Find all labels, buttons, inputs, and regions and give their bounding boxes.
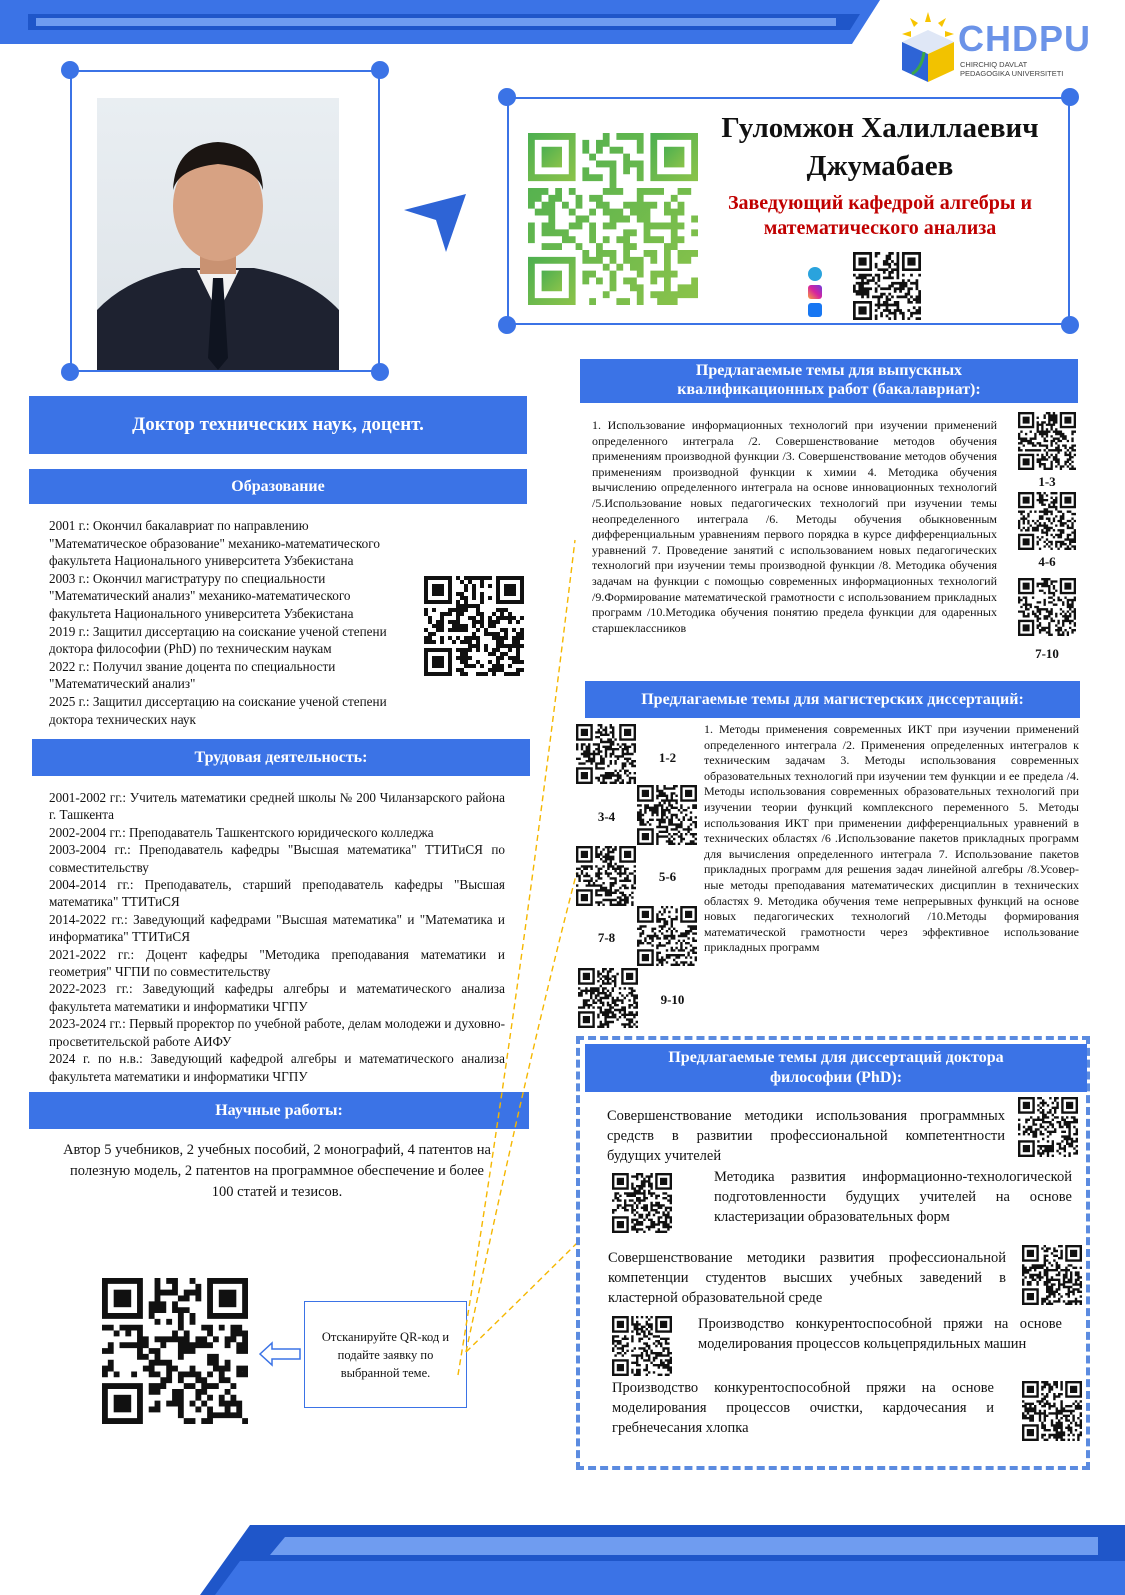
phd-qr-1[interactable] bbox=[1018, 1097, 1078, 1157]
person-name-line1: Гуломжон Халиллаевич bbox=[721, 112, 1039, 144]
education-line: факультета Национального университета Узбекистана bbox=[49, 605, 354, 621]
top-banner-shape bbox=[0, 0, 880, 44]
phd-topic-5: Производство конкурентоспособной пряжи на основе моделирования процессов очистки, кардочесания и гребнечесания хлопка bbox=[612, 1380, 994, 1436]
master-label-7-8: 7-8 bbox=[597, 930, 616, 945]
bachelor-label-1-3: 1-3 bbox=[1038, 474, 1056, 489]
bachelor-qr-1-3[interactable] bbox=[1018, 412, 1076, 470]
bachelor-label-7-10: 7-10 bbox=[1035, 646, 1059, 661]
pointer-arrow-icon bbox=[400, 190, 470, 260]
frame-corner-dot bbox=[371, 61, 389, 79]
bachelor-label-4-6: 4-6 bbox=[1038, 554, 1056, 569]
bachelor-header-line2: квалификационных работ (бакалавриат): bbox=[677, 381, 981, 398]
phd-qr-5[interactable] bbox=[1022, 1381, 1082, 1441]
profile-qr-code[interactable] bbox=[528, 133, 698, 305]
work-item: 2022-2023 гг.: Заведующий кафедры алгебры и математического анализа факультета математики и информатики ЧГПУ bbox=[49, 981, 505, 1014]
master-label-3-4: 3-4 bbox=[597, 809, 616, 824]
qr-pattern bbox=[637, 785, 697, 845]
master-label-9-10: 9-10 bbox=[660, 992, 685, 1007]
qr-pattern bbox=[612, 1316, 672, 1376]
education-line: доктора технических наук bbox=[49, 711, 196, 727]
portrait-photo bbox=[97, 98, 339, 370]
work-item: 2021-2022 гг.: Доцент кафедры "Методика преподавания математики и геометрия" ЧГПИ по совместительству bbox=[49, 946, 505, 980]
work-item: 2001-2002 гг.: Учитель математики средней школы № 200 Чиланзарского района г. Ташкента bbox=[49, 790, 505, 823]
master-qr-7-8[interactable] bbox=[637, 906, 697, 966]
work-item: 2014-2022 гг.: Заведующий кафедрами "Высшая математика" и "Математика и информатика" ТТИТиСЯ bbox=[49, 911, 505, 945]
education-line: доктора философии (PhD) по техническим наукам bbox=[49, 641, 332, 657]
logo-cube-icon bbox=[890, 8, 960, 84]
application-qr-code[interactable] bbox=[102, 1278, 248, 1424]
frame-corner-dot bbox=[498, 316, 516, 334]
phd-qr-3[interactable] bbox=[1022, 1245, 1082, 1305]
qr-pattern bbox=[576, 846, 636, 906]
qr-pattern bbox=[1018, 492, 1076, 550]
work-item: 2002-2004 гг.: Преподаватель Ташкентского юридического колледжа bbox=[49, 824, 434, 840]
bachelor-header-line1: Предлагаемые темы для выпускных bbox=[695, 362, 963, 379]
person-position-line1: Заведующий кафедрой алгебры и bbox=[727, 192, 1033, 214]
work-item: 2024 г. по н.в.: Заведующий кафедрой алгебры и математического анализа факультета математики и информатики ЧГПУ bbox=[49, 1051, 505, 1084]
logo-subtitle-1: CHIRCHIQ DAVLAT bbox=[960, 60, 1028, 69]
frame-corner-dot bbox=[61, 363, 79, 381]
qr-pattern bbox=[1018, 578, 1076, 636]
logo-subtitle-2: PEDAGOGIKA UNIVERSITETI bbox=[960, 69, 1064, 78]
master-topics: 1. Методы применения современных ИКТ при изучении применений определенного интеграла /2. Применения определенных интегралов к техническим задачам 3. Методы использования современных образовательных технологий при изучении тем функции и ее предела /4. Методы использования современных образовательных технологий при изучении теории функций комплексного переменного 5. Методы использования ИКТ при применении дифференциальных уравнений в технических областях /6 .Использование пакетов прикладных программ для вычисления определенного интеграла 7. Использование пакетов прикладных программ для решения задач линейной алгебры /8.Усовер-ные методы преподавания математических дисциплин в технических областях 9. Методика обучения теме непрерывных функций на основе новых педагогических технологий /10.Методы формирования математической грамотности через эффективное использование прикладных программ bbox=[704, 722, 1079, 955]
degree-banner: Доктор технических наук, доцент. bbox=[29, 396, 527, 454]
instagram-icon[interactable] bbox=[808, 285, 822, 299]
work-item: 2023-2024 гг.: Первый проректор по учебной работе, делам молодежи и духовно-просветительской работе АИФУ bbox=[49, 1016, 505, 1049]
scan-note-box bbox=[304, 1301, 467, 1408]
work-header: Трудовая деятельность: bbox=[32, 739, 530, 776]
science-text: Автор 5 учебников, 2 учебных пособий, 2 монографий, 4 патентов на полезную модель, 2 патентов на программное обеспечение и более 100 статей и тезисов. bbox=[63, 1142, 491, 1200]
education-line: "Математический анализ" механико-математического bbox=[49, 588, 351, 604]
facebook-icon[interactable] bbox=[808, 303, 822, 317]
logo-text: CHDPU bbox=[958, 18, 1092, 59]
phd-header-line1: Предлагаемые темы для диссертаций доктора bbox=[668, 1049, 1004, 1066]
scan-note-text: Отсканируйте QR-код и подайте заявку по выбранной теме. bbox=[321, 1329, 450, 1380]
work-item: 2003-2004 гг.: Преподаватель кафедры "Высшая математика" ТТИТиСЯ по совместительству bbox=[49, 842, 505, 875]
qr-pattern bbox=[578, 968, 638, 1028]
portrait-avatar bbox=[97, 98, 339, 370]
qr-pattern bbox=[637, 906, 697, 966]
phd-topic-2: Методика развития информационно-технологической подготовленности будущих учителей на основе кластеризации образовательных форм bbox=[714, 1169, 1072, 1225]
left-arrow-icon bbox=[258, 1341, 302, 1367]
bottom-banner bbox=[0, 1525, 1125, 1595]
person-position-line2: математического анализа bbox=[763, 217, 997, 239]
frame-corner-dot bbox=[1061, 88, 1079, 106]
master-qr-1-2[interactable] bbox=[576, 724, 636, 784]
master-label-5-6: 5-6 bbox=[658, 869, 677, 884]
phd-topic-1: Совершенствование методики использования программных средств в развитии профессиональной компетентности будущих учителей bbox=[607, 1108, 1005, 1164]
qr-pattern bbox=[612, 1173, 672, 1233]
phd-header-line2: философии (PhD): bbox=[769, 1069, 903, 1086]
education-qr-code[interactable] bbox=[424, 576, 524, 676]
phd-header bbox=[585, 1044, 1087, 1092]
bachelor-qr-7-10[interactable] bbox=[1018, 578, 1076, 636]
education-header: Образование bbox=[29, 469, 527, 504]
frame-corner-dot bbox=[61, 61, 79, 79]
frame-corner-dot bbox=[1061, 316, 1079, 334]
phd-qr-2[interactable] bbox=[612, 1173, 672, 1233]
education-line: 2003 г.: Окончил магистратуру по специальности bbox=[49, 570, 326, 586]
education-line: 2001 г.: Окончил бакалавриат по направлению bbox=[49, 518, 309, 533]
qr-pattern bbox=[853, 252, 921, 320]
bachelor-header bbox=[580, 359, 1078, 403]
phd-topic-3: Совершенствование методики развития профессиональной компетенции студентов высших учебных заведений в кластерной образовательной среде bbox=[608, 1250, 1006, 1306]
university-logo bbox=[890, 8, 1100, 90]
qr-pattern bbox=[576, 724, 636, 784]
top-banner bbox=[0, 0, 880, 44]
frame-corner-dot bbox=[498, 88, 516, 106]
person-name-line2: Джумабаев bbox=[806, 150, 954, 182]
master-qr-9-10[interactable] bbox=[578, 968, 638, 1028]
work-item: 2004-2014 гг.: Преподаватель, старший преподаватель кафедры "Высшая математика" ТТИТиСЯ bbox=[49, 877, 505, 910]
work-list bbox=[49, 789, 505, 1085]
qr-pattern bbox=[1018, 412, 1076, 470]
science-header: Научные работы: bbox=[29, 1092, 529, 1129]
education-line: 2025 г.: Защитил диссертацию на соискание ученой степени bbox=[49, 693, 387, 709]
qr-pattern bbox=[1022, 1245, 1082, 1305]
phd-topic-4: Производство конкурентоспособной пряжи на основе моделирования процессов кольцепрядильных машин bbox=[698, 1316, 1062, 1352]
bachelor-qr-4-6[interactable] bbox=[1018, 492, 1076, 550]
education-line: факультета Национального университета Узбекистана bbox=[49, 553, 354, 569]
qr-pattern bbox=[1022, 1381, 1082, 1441]
qr-pattern bbox=[424, 576, 524, 676]
social-qr-code[interactable] bbox=[853, 252, 921, 320]
education-line: "Математическое образование" механико-математического bbox=[49, 535, 380, 551]
frame-corner-dot bbox=[371, 363, 389, 381]
education-line: 2019 г.: Защитил диссертацию на соискание ученой степени bbox=[49, 623, 387, 639]
education-list bbox=[49, 517, 424, 728]
qr-pattern bbox=[528, 133, 698, 305]
qr-pattern bbox=[1018, 1097, 1078, 1157]
master-qr-3-4[interactable] bbox=[637, 785, 697, 845]
phd-qr-4[interactable] bbox=[612, 1316, 672, 1376]
telegram-icon[interactable] bbox=[808, 267, 822, 281]
master-label-1-2: 1-2 bbox=[658, 750, 677, 765]
master-qr-5-6[interactable] bbox=[576, 846, 636, 906]
qr-pattern bbox=[102, 1278, 248, 1424]
master-header: Предлагаемые темы для магистерских диссертаций: bbox=[585, 681, 1080, 718]
education-line: 2022 г.: Получил звание доцента по специальности bbox=[49, 658, 336, 674]
bachelor-topics: 1. Использование информационных технологий при изучении применений определенного интеграла /2. Совершенствование методов обучения применениям производной функции /3. Совершенствование методов обучения применениям производной функции к химии 4. Методика обучения вычислению определенного интеграла на основе инновационных технологий /5.Использование новых педагогических технологий при изучении темы неопределенного интеграла /6. Методы обучения обыкновенным дифференциальным уравнениям первого порядка в курсе дифференциальных уравнений 7. Проведение занятий с использованием новых педагогических технологий при изучении темы производной функции /8. Методика обучения задачам на функции с помощью современных информационных технологий /9.Формирование математической грамотности с использованием прикладных программ /10.Методика обучения понятию предела функции для одаренных старшеклассников bbox=[592, 418, 997, 635]
education-line: "Математический анализ" bbox=[49, 676, 196, 692]
